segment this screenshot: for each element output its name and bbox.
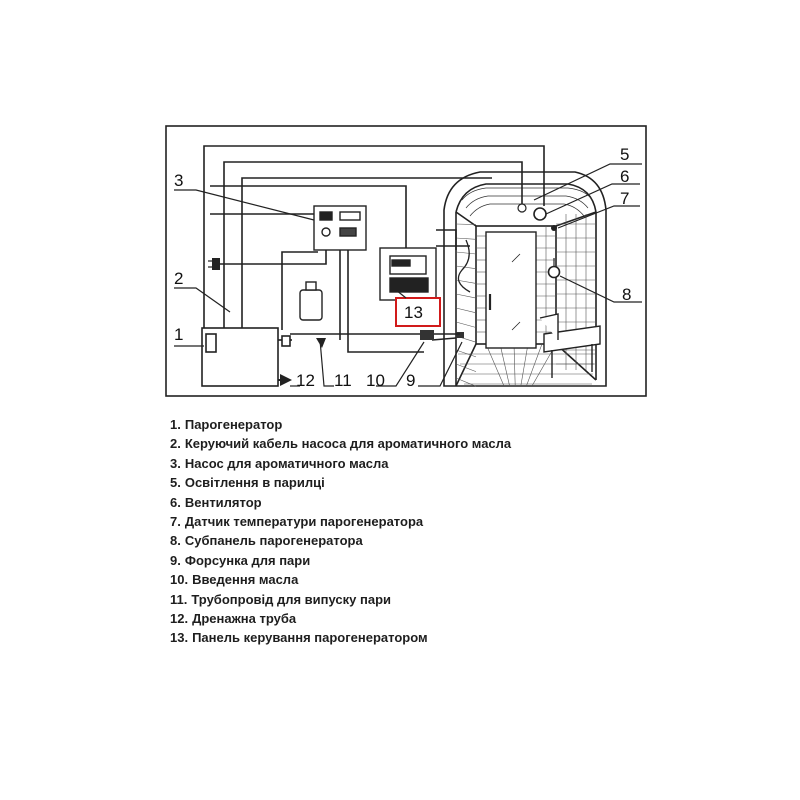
callout-6: 6 — [620, 167, 630, 186]
callout-9: 9 — [406, 371, 416, 390]
legend-item-number: 7. — [170, 514, 181, 530]
shower-hose — [458, 240, 470, 292]
legend-item-text: Форсунка для пари — [184, 552, 311, 568]
glass-door — [486, 232, 536, 348]
callout-2: 2 — [174, 269, 184, 288]
callout-7: 7 — [620, 189, 630, 208]
callout-8: 8 — [622, 285, 632, 304]
legend-item — [170, 609, 730, 628]
callout-11: 11 — [334, 371, 352, 390]
legend-item — [170, 590, 730, 609]
legend-item-text: Дренажна труба — [192, 611, 297, 627]
legend-item-text: Введення масла — [192, 572, 299, 588]
callout-5: 5 — [620, 145, 630, 164]
legend-item-number: 5. — [170, 475, 181, 491]
temperature-sensor — [551, 225, 557, 231]
callout-1: 1 — [174, 325, 184, 344]
legend-item-number: 2. — [170, 436, 181, 452]
drain-arrow — [280, 374, 292, 386]
legend-item — [170, 570, 730, 589]
legend-item-number: 9. — [170, 552, 181, 568]
steam-nozzle — [456, 332, 464, 338]
legend-item-text: Вентилятор — [184, 494, 262, 510]
control-panel — [380, 248, 436, 300]
legend-item — [170, 628, 730, 647]
oil-pump — [314, 206, 366, 250]
legend-item-number: 1. — [170, 417, 181, 432]
legend-item-number: 6. — [170, 494, 181, 510]
ceiling-light — [518, 204, 526, 212]
subpanel — [549, 267, 560, 278]
legend-item-text: Трубопровід для випуску пари — [191, 591, 392, 607]
legend-item — [170, 551, 730, 570]
legend-item-text: Керуючий кабель насоса для ароматичного масла — [184, 436, 512, 452]
legend-list — [170, 415, 730, 648]
legend-item-text: Панель керування парогенератором — [192, 630, 428, 646]
legend-item-number: 3. — [170, 455, 181, 471]
oil-bottle — [300, 282, 322, 320]
legend-item-number: 12. — [170, 611, 189, 627]
legend-item — [170, 415, 730, 434]
legend-item — [170, 434, 730, 453]
legend-item-text: Парогенератор — [184, 417, 283, 432]
legend-item — [170, 493, 730, 512]
callout-3: 3 — [174, 171, 184, 190]
callout-10: 10 — [366, 371, 385, 390]
legend-item — [170, 512, 730, 531]
power-plug — [208, 258, 220, 270]
oil-inlet — [420, 330, 434, 340]
legend-item-number: 10. — [170, 572, 189, 588]
legend-item-number: 8. — [170, 533, 181, 549]
legend-item-number: 11. — [170, 591, 188, 607]
legend-item-text: Субпанель парогенератора — [184, 533, 363, 549]
legend-item-text: Освітлення в парилці — [184, 475, 325, 491]
bench — [540, 314, 600, 378]
legend-item-number: 13. — [170, 630, 189, 646]
legend-item-text: Насос для ароматичного масла — [184, 455, 389, 471]
ceiling-fan — [534, 208, 546, 220]
legend-item — [170, 473, 730, 492]
steam-generator — [202, 328, 292, 386]
callout-13: 13 — [404, 303, 423, 322]
legend-item — [170, 531, 730, 550]
callout-12: 12 — [296, 371, 315, 390]
legend-item-text: Датчик температури парогенератора — [184, 514, 424, 530]
legend-item — [170, 454, 730, 473]
